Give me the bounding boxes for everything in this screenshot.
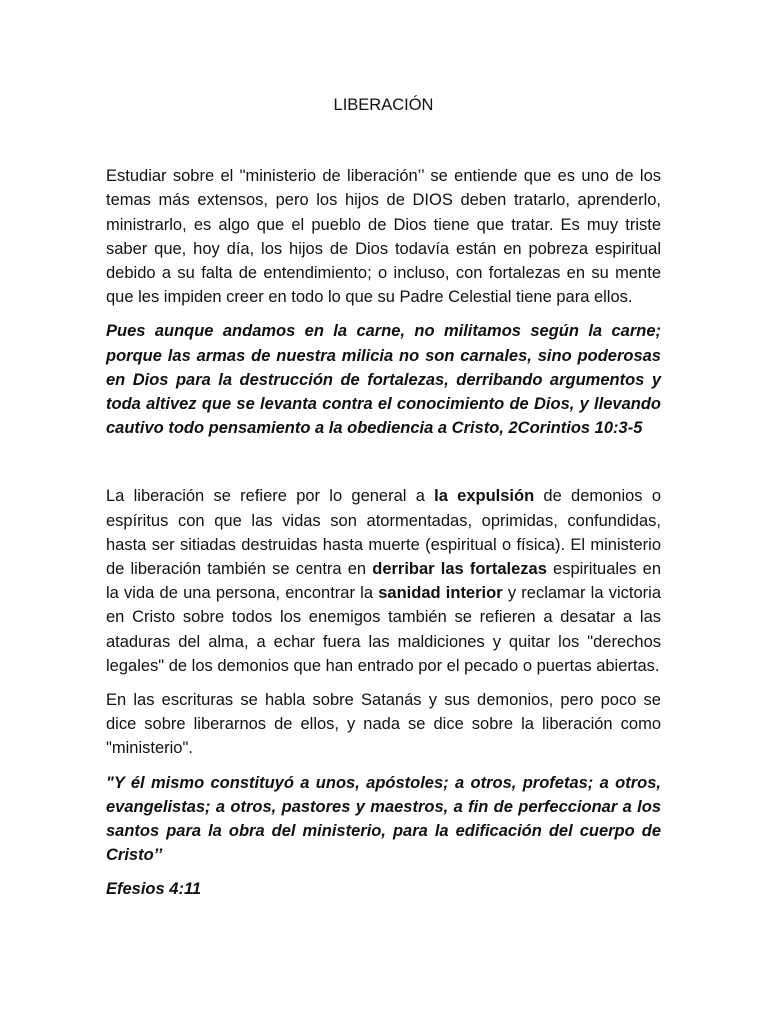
scripture-quote-corinthians: Pues aunque andamos en la carne, no militamos según la carne; porque las armas de nuestra milicia no son carnales, sino poderosas en Dios para la destrucción de fortalezas, derribando argumentos y toda altivez que se levanta contra el conocimiento de Dios, y llevando cautivo todo pensamiento a la obediencia a Cristo, 2Corintios 10:3-5	[106, 322, 661, 438]
page-title: LIBERACIÓN	[333, 96, 434, 114]
text-segment: y reclamar la victoria en Cristo sobre todos los enemigos también se refieren a desatar a las ataduras del alma, a echar fuera las maldiciones y quitar los "derechos legales" de los demonios que han entrado por el pecado o puertas abiertas.	[106, 584, 661, 675]
document-page	[106, 93, 661, 912]
scripture-reference: Efesios 4:11	[106, 880, 202, 899]
scripture-quote-ephesians: "Y él mismo constituyó a unos, apóstoles; a otros, profetas; a otros, evangelistas; a otros, pastores y maestros, a fin de perfeccionar a los santos para la obra del ministerio, para la edificación del cuerpo de Cristo’’	[106, 773, 661, 865]
bold-phrase-inner-healing: sanidad interior	[378, 584, 503, 603]
scriptures-paragraph: En las escrituras se habla sobre Satanás y sus demonios, pero poco se dice sobre liberarnos de ellos, y nada se dice sobre la liberación como "ministerio".	[106, 691, 661, 758]
text-segment: La liberación se refiere por lo general a	[106, 487, 435, 506]
text-segment: espirituales en la vida de una persona, encontrar la	[106, 560, 661, 603]
liberation-definition-paragraph	[106, 484, 661, 678]
bold-phrase-expulsion: la expulsión	[434, 487, 535, 506]
bold-phrase-strongholds: derribar las fortalezas	[372, 560, 547, 579]
spacer	[106, 450, 661, 484]
text-segment: de demonios o espíritus con que las vidas son atormentadas, oprimidas, confundidas, hasta ser sitiadas destruidas hasta muerte (espiritual o física). El ministerio de liberación también se centra en	[106, 487, 661, 579]
intro-paragraph: Estudiar sobre el "ministerio de liberación’’ se entiende que es uno de los temas más extensos, pero los hijos de DIOS deben tratarlo, aprenderlo, ministrarlo, es algo que el pueblo de Dios tiene que tratar. Es muy triste saber que, hoy día, los hijos de Dios todavía están en pobreza espiritual debido a su falta de entendimiento; o incluso, con fortalezas en su mente que les impiden creer en todo lo que su Padre Celestial tiene para ellos.	[106, 167, 661, 307]
